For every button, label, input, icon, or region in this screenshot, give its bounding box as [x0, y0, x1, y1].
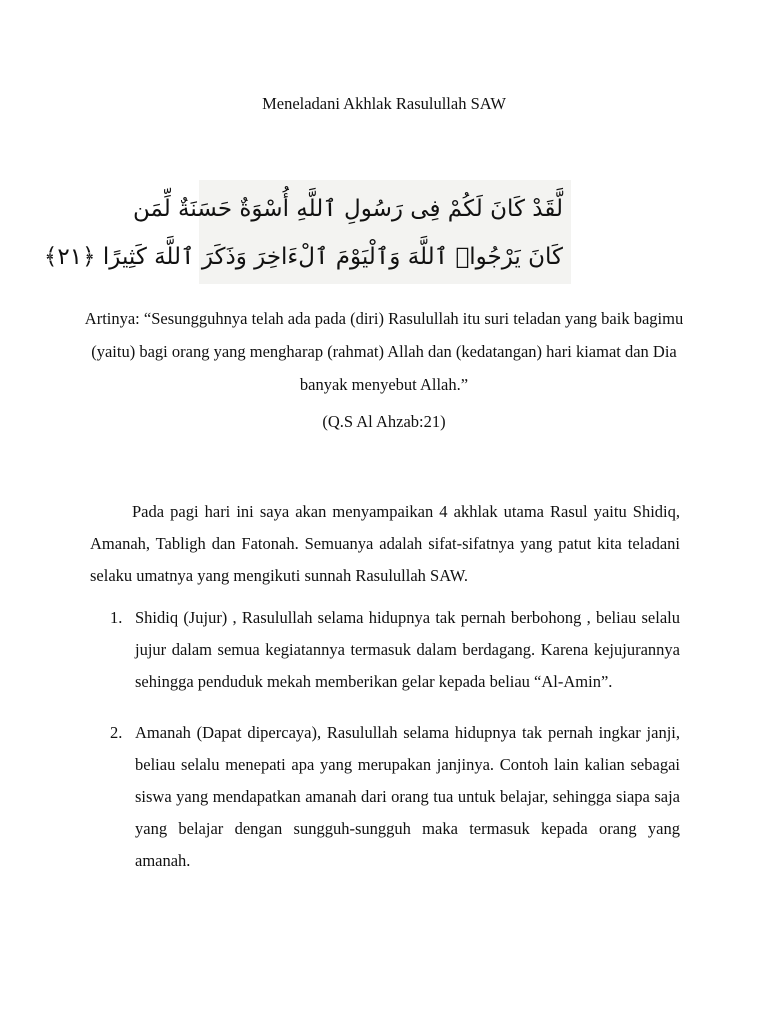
quran-verse-image — [43, 180, 571, 284]
list-item-number: 1. — [110, 608, 123, 627]
list-item — [90, 602, 680, 698]
list-item-text: Amanah (Dapat dipercaya), Rasulullah selama hidupnya tak pernah ingkar janji, beliau selalu menepati apa yang merupakan janjinya. Contoh lain kalian sebagai siswa yang mendapatkan amanah dari orang tua untuk belajar, sehingga siapa saja yang belajar dengan sungguh-sungguh maka termasuk kepada orang yang amanah. — [135, 723, 680, 870]
list-item-text: Shidiq (Jujur) , Rasulullah selama hidupnya tak pernah berbohong , beliau selalu jujur dalam semua kegiatannya termasuk dalam berdagang. Karena kejujurannya sehingga penduduk mekah memberikan gelar kepada beliau “Al-Amin”. — [135, 608, 680, 691]
verse-line-1: لَّقَدْ كَانَ لَكُمْ فِى رَسُولِ ٱللَّهِ أُسْوَةٌ حَسَنَةٌ لِّمَن — [132, 196, 563, 222]
list-item — [90, 717, 680, 877]
verse-line-2: كَانَ يَرْجُوا۟ ٱللَّهَ وَٱلْيَوْمَ ٱلْءَاخِرَ وَذَكَرَ ٱللَّهَ كَثِيرًا ﴿٢١﴾ — [43, 244, 563, 270]
list-item-number: 2. — [110, 723, 123, 742]
verse-translation: Artinya: “Sesungguhnya telah ada pada (diri) Rasulullah itu suri teladan yang baik bagimu (yaitu) bagi orang yang mengharap (rahmat) Allah dan (kedatangan) hari kiamat dan Dia banyak menyebut Allah.” — [84, 309, 684, 394]
intro-paragraph: Pada pagi hari ini saya akan menyampaikan 4 akhlak utama Rasul yaitu Shidiq, Amanah, Tabligh dan Fatonah. Semuanya adalah sifat-sifatnya yang patut kita teladani selaku umatnya yang mengikuti sunnah Rasulullah SAW. — [90, 502, 680, 585]
page-title: Meneladani Akhlak Rasulullah SAW — [262, 94, 506, 113]
verse-reference: (Q.S Al Ahzab:21) — [322, 412, 446, 431]
